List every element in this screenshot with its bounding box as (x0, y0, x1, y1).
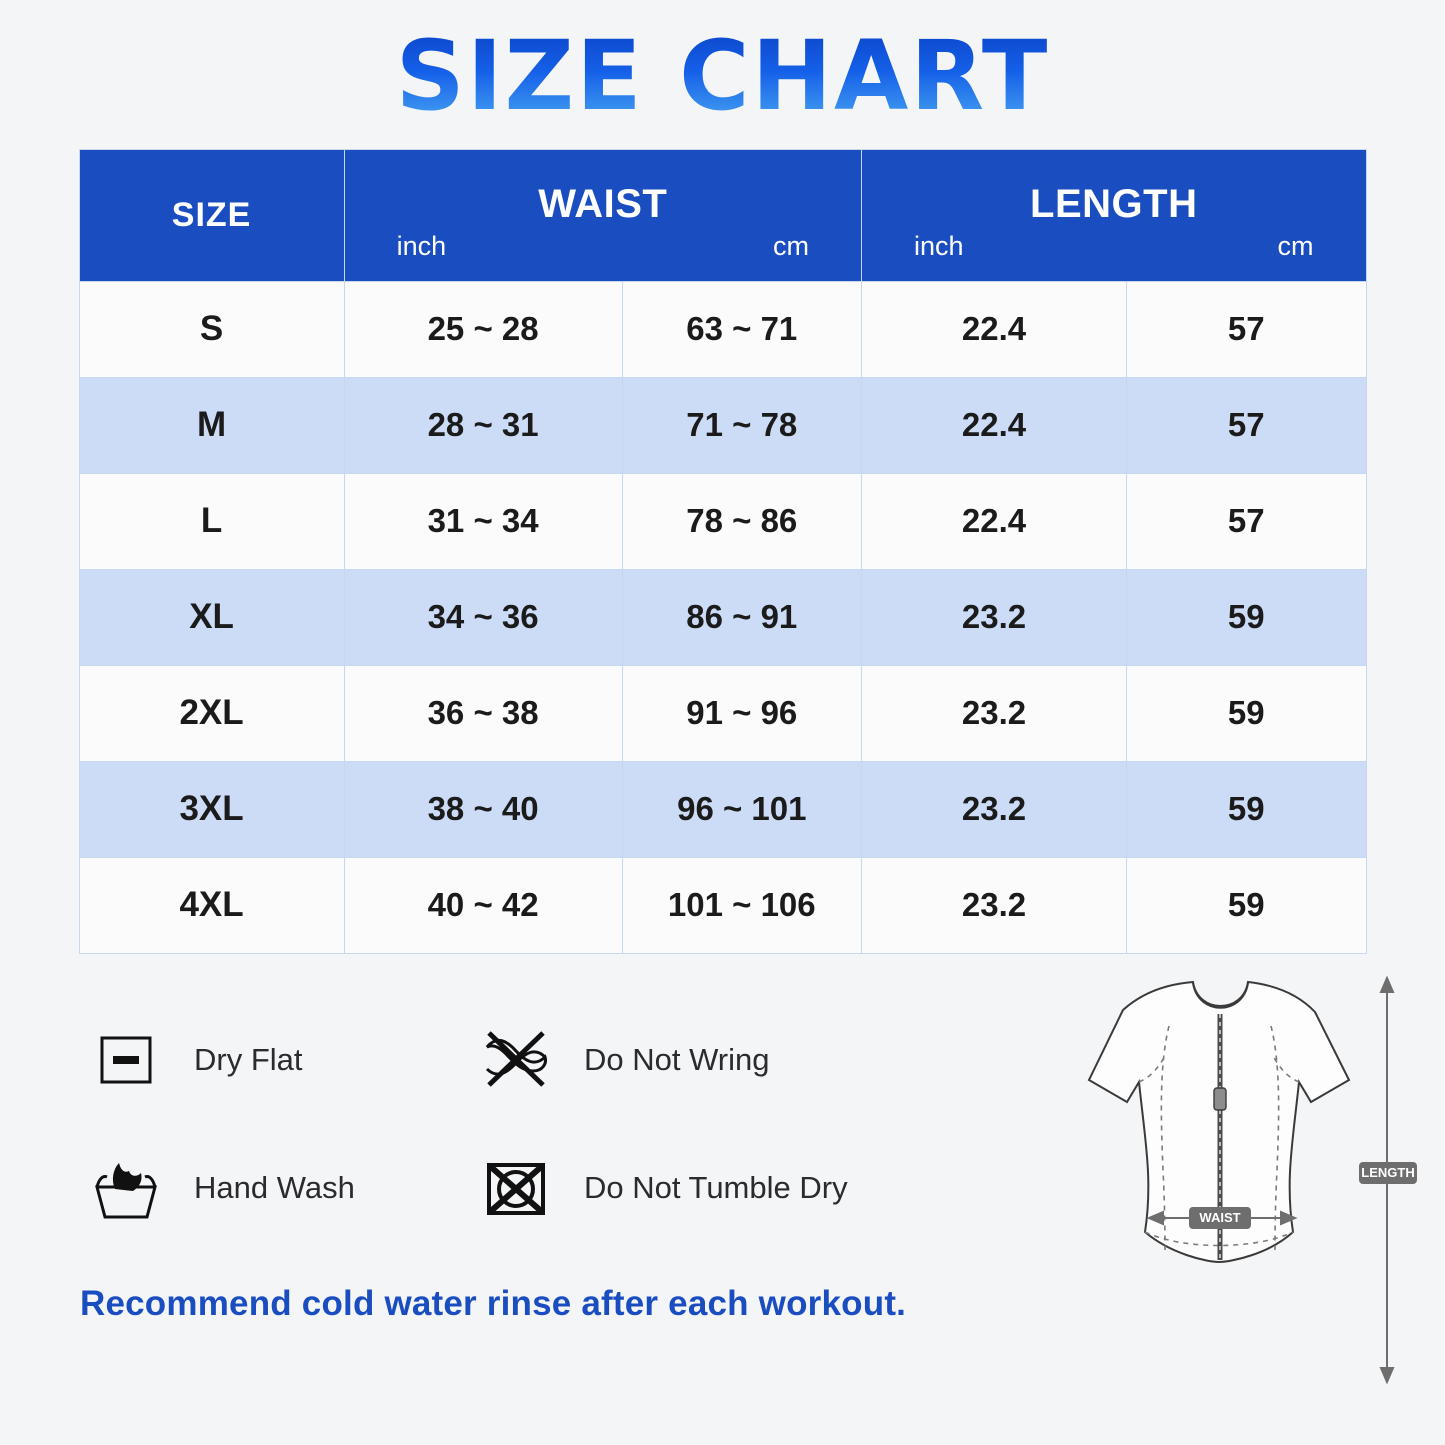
page-title: SIZE CHART (395, 20, 1050, 132)
column-header-size: SIZE (79, 149, 344, 281)
column-header-waist-unit-inch: inch (396, 231, 447, 262)
cell-size: XL (79, 569, 344, 665)
cell-waist-inch: 31 ~ 34 (344, 473, 622, 569)
cell-size: L (79, 473, 344, 569)
column-header-length-unit-cm: cm (1277, 231, 1314, 262)
care-label-do-not-tumble-dry: Do Not Tumble Dry (584, 1169, 848, 1205)
cell-waist-inch: 28 ~ 31 (344, 377, 622, 473)
care-and-illustration-section (0, 988, 1445, 1428)
table-row (79, 761, 1366, 857)
size-chart-table-wrap (79, 149, 1367, 954)
cell-length-cm: 59 (1127, 569, 1366, 665)
care-label-do-not-wring: Do Not Wring (584, 1041, 770, 1077)
column-header-waist (344, 149, 861, 281)
care-item-do-not-wring (468, 1012, 858, 1108)
column-header-length-unit-inch: inch (913, 231, 964, 262)
table-row (79, 569, 1366, 665)
care-item-dry-flat (78, 1012, 468, 1108)
table-header (79, 149, 1366, 281)
cell-length-cm: 57 (1127, 473, 1366, 569)
do-not-tumble-dry-icon (468, 1140, 564, 1236)
column-header-length (861, 149, 1366, 281)
cell-length-inch: 23.2 (861, 665, 1126, 761)
cell-length-inch: 22.4 (861, 281, 1126, 377)
cell-waist-cm: 101 ~ 106 (622, 857, 861, 953)
cell-waist-inch: 36 ~ 38 (344, 665, 622, 761)
cell-waist-cm: 91 ~ 96 (622, 665, 861, 761)
garment-waist-label: WAIST (1199, 1209, 1241, 1225)
cell-length-cm: 57 (1127, 377, 1366, 473)
care-item-hand-wash (78, 1140, 468, 1236)
care-item-do-not-tumble-dry (468, 1140, 858, 1236)
cell-size: 4XL (79, 857, 344, 953)
cell-length-inch: 23.2 (861, 761, 1126, 857)
cell-waist-inch: 40 ~ 42 (344, 857, 622, 953)
column-header-waist-label: WAIST (538, 182, 668, 227)
garment-illustration (993, 970, 1423, 1390)
dry-flat-icon (78, 1012, 174, 1108)
column-header-waist-unit-cm: cm (772, 231, 809, 262)
table-row (79, 281, 1366, 377)
table-body (79, 281, 1366, 953)
cell-length-cm: 59 (1127, 665, 1366, 761)
cell-size: M (79, 377, 344, 473)
cell-waist-inch: 38 ~ 40 (344, 761, 622, 857)
cell-waist-cm: 86 ~ 91 (622, 569, 861, 665)
cell-waist-cm: 63 ~ 71 (622, 281, 861, 377)
cell-length-inch: 22.4 (861, 377, 1126, 473)
cell-size: 3XL (79, 761, 344, 857)
table-row (79, 377, 1366, 473)
cell-length-cm: 59 (1127, 857, 1366, 953)
cell-length-cm: 57 (1127, 281, 1366, 377)
title-bar (0, 0, 1445, 132)
cell-size: 2XL (79, 665, 344, 761)
care-row-2 (78, 1124, 958, 1252)
cell-length-inch: 23.2 (861, 857, 1126, 953)
garment-length-label: LENGTH (1361, 1164, 1415, 1180)
cell-waist-inch: 34 ~ 36 (344, 569, 622, 665)
cell-waist-cm: 96 ~ 101 (622, 761, 861, 857)
cell-waist-inch: 25 ~ 28 (344, 281, 622, 377)
cell-waist-cm: 78 ~ 86 (622, 473, 861, 569)
cell-length-cm: 59 (1127, 761, 1366, 857)
care-label-dry-flat: Dry Flat (194, 1041, 303, 1077)
column-header-length-label: LENGTH (1030, 182, 1198, 227)
table-row (79, 473, 1366, 569)
table-row (79, 857, 1366, 953)
do-not-wring-icon (468, 1012, 564, 1108)
cell-length-inch: 23.2 (861, 569, 1126, 665)
care-label-hand-wash: Hand Wash (194, 1169, 355, 1205)
care-instructions-list (78, 996, 958, 1252)
table-row (79, 665, 1366, 761)
hand-wash-icon (78, 1140, 174, 1236)
care-row-1 (78, 996, 958, 1124)
recommendation-text: Recommend cold water rinse after each workout. (80, 1283, 907, 1323)
cell-length-inch: 22.4 (861, 473, 1126, 569)
cell-size: S (79, 281, 344, 377)
cell-waist-cm: 71 ~ 78 (622, 377, 861, 473)
size-chart-table (79, 149, 1367, 954)
